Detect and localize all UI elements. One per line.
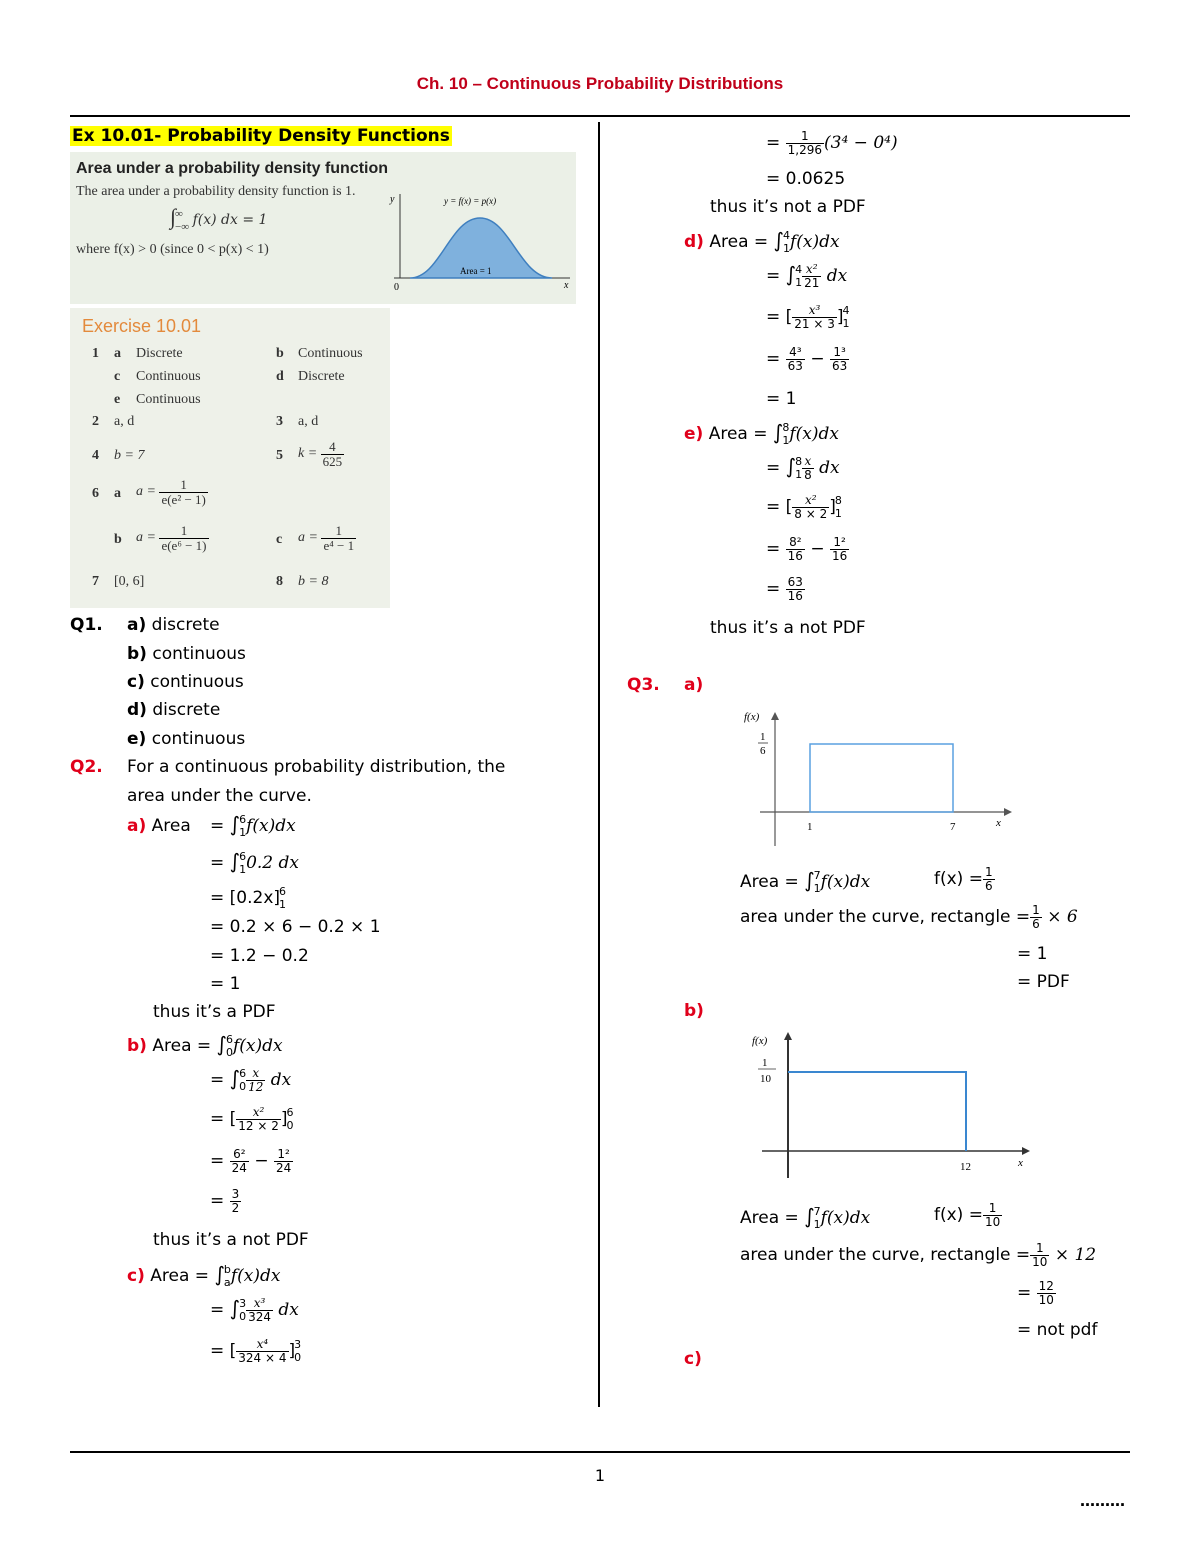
q2e-area: e) Area = ∫ 8 1 f(x)dx — [684, 420, 839, 447]
q3a-result1: = 1 — [1017, 944, 1048, 964]
x-axis-label: x — [564, 280, 569, 291]
textbook-where: where f(x) > 0 (since 0 < p(x) < 1) — [76, 242, 269, 257]
q3a-graph — [740, 706, 1020, 852]
answers-box — [70, 308, 390, 608]
x-tick: 7 — [950, 821, 956, 833]
ans-value: b = 8 — [298, 574, 329, 589]
q2a-step2: = ∫ 6 1 0.2 dx — [210, 849, 299, 876]
textbook-box — [70, 152, 576, 304]
x-axis-label: x — [996, 817, 1001, 829]
q3b-rect: area under the curve, rectangle = $\frac{1}{10}$ × 12 — [740, 1241, 1097, 1269]
answers-title: Exercise 10.01 — [82, 316, 202, 336]
ans-letter: e — [114, 392, 121, 407]
ans-letter: a — [114, 346, 121, 361]
q2e-step1: = ∫ 8 1 $\frac{x}{8}$ dx — [766, 453, 840, 482]
textbook-formula: ∫ ∞ −∞ f(x) dx = 1 — [170, 204, 268, 233]
bell-curve-graph — [380, 188, 576, 300]
q3a-letter: a) — [684, 675, 704, 695]
ans-value: a = $\frac{1}{\text{e(e² − 1)}}$ — [136, 477, 206, 507]
ans-letter: b — [276, 346, 284, 361]
x-axis-label: x — [1018, 1157, 1023, 1169]
q2a-step3: = [0.2x] 6 1 — [210, 885, 287, 912]
ans-value: Continuous — [298, 346, 363, 361]
x-tick: 1 — [807, 821, 813, 833]
q3b-letter: b) — [684, 1001, 704, 1021]
footer-rule — [70, 1451, 1130, 1453]
ans-value: Discrete — [298, 369, 345, 384]
q3b-graph — [748, 1030, 1038, 1178]
q2b-step2: = [ $\frac{\text{x²}}{12 \times 2}$ ] 6 0 — [210, 1105, 294, 1133]
q2c-area: c) Area = ∫ b a f(x)dx — [127, 1262, 281, 1289]
ans-value: Continuous — [136, 392, 201, 407]
q2d-step2: = [ $\frac{\text{x³}}{21 \times 3}$ ] 4 1 — [766, 303, 850, 331]
page-title: Ch. 10 – Continuous Probability Distributions — [416, 74, 784, 93]
q2e-step4: = $\frac{63}{16}$ — [766, 575, 803, 603]
q1-item: a) discrete — [127, 615, 220, 635]
q2d-step3: = $\frac{\text{4³}}{63}$ − $\frac{\text{1³}}{63}$ — [766, 345, 848, 373]
ans-num: 3 — [276, 414, 283, 429]
q2a-step4: = 0.2 × 6 − 0.2 × 1 — [210, 917, 381, 937]
q3c-letter: c) — [684, 1349, 702, 1369]
q3b-area: Area = ∫ 7 1 f(x)dx — [740, 1204, 871, 1231]
q3b-result2: = not pdf — [1017, 1320, 1098, 1340]
ans-num: 7 — [92, 574, 99, 589]
q2c-step3: = $\frac{1}{1,296}$ (3⁴ − 0⁴) — [766, 129, 898, 157]
q2-label: Q2. — [70, 757, 103, 777]
ans-num: 8 — [276, 574, 283, 589]
ans-value: a = $\frac{1}{\text{e(e⁶ − 1)}}$ — [136, 523, 207, 553]
textbook-line: The area under a probability density function is 1. — [76, 184, 356, 199]
q2b-step3: = $\frac{\text{6²}}{24}$ − $\frac{\text{1²}}{24}$ — [210, 1147, 292, 1175]
q2b-step4: = $\frac{3}{2}$ — [210, 1187, 240, 1215]
q2b-conclusion: thus it’s a not PDF — [153, 1230, 309, 1250]
ans-letter: b — [114, 532, 122, 547]
header-rule — [70, 115, 1130, 117]
q2e-step3: = $\frac{\text{8²}}{16}$ − $\frac{\text{1²}}{16}$ — [766, 535, 848, 563]
ans-value: k = $\frac{4}{625}$ — [298, 439, 343, 469]
q2d-value: = 1 — [766, 389, 797, 409]
q2b-area: b) Area = ∫ 6 0 f(x)dx — [127, 1032, 283, 1059]
y-tick-den: 6 — [760, 745, 766, 757]
q2a-area: a) Area — [127, 816, 191, 836]
ans-value: Continuous — [136, 369, 201, 384]
area-label: Area = 1 — [460, 266, 492, 276]
y-axis-label: y — [390, 194, 395, 205]
q3b-fx: f(x) = $\frac{1}{10}$ — [934, 1201, 1001, 1229]
q3b-result1: = $\frac{12}{10}$ — [1017, 1279, 1054, 1307]
y-tick-den: 10 — [760, 1073, 771, 1085]
q3a-area: Area = ∫ 7 1 f(x)dx — [740, 868, 871, 895]
ans-num: 6 — [92, 486, 99, 501]
q2c-step2: = [ $\frac{\text{x⁴}}{324 \times 4}$ ] 3 0 — [210, 1337, 302, 1365]
ans-value: Discrete — [136, 346, 183, 361]
ans-value: b = 7 — [114, 448, 145, 463]
q2c-value: = 0.0625 — [766, 169, 846, 189]
ans-num: 2 — [92, 414, 99, 429]
q2-intro: area under the curve. — [127, 786, 312, 806]
curve-label: y = f(x) = p(x) — [444, 196, 497, 206]
q2-intro: For a continuous probability distribution, the — [127, 757, 506, 777]
textbook-title: Area under a probability density function — [76, 160, 389, 177]
q2a-step1: = ∫ 6 1 f(x)dx — [210, 812, 296, 839]
origin-label: 0 — [394, 282, 399, 293]
y-tick-num: 1 — [760, 731, 766, 743]
q2b-step1: = ∫ 6 0 $\frac{x}{12}$ dx — [210, 1065, 292, 1094]
q1-item: c) continuous — [127, 672, 244, 692]
q2e-conclusion: thus it’s a not PDF — [710, 618, 866, 638]
q2a-step6: = 1 — [210, 974, 241, 994]
q2d-area: d) Area = ∫ 4 1 f(x)dx — [684, 228, 840, 255]
ans-letter: a — [114, 486, 121, 501]
q1-item: b) continuous — [127, 644, 246, 664]
y-axis-label: f(x) — [752, 1035, 768, 1047]
q1-item: d) discrete — [127, 700, 221, 720]
q3a-rect: area under the curve, rectangle = $\frac{1}{6}$ × 6 — [740, 903, 1078, 931]
page-number: 1 — [594, 1466, 606, 1485]
q2c-conclusion: thus it’s not a PDF — [710, 197, 866, 217]
ans-num: 5 — [276, 448, 283, 463]
q1-item: e) continuous — [127, 729, 246, 749]
section-heading: Ex 10.01- Probability Density Functions — [72, 126, 450, 146]
y-tick-num: 1 — [762, 1057, 768, 1069]
ans-letter: c — [114, 369, 121, 384]
q3a-result2: = PDF — [1017, 972, 1070, 992]
footer-dots: ……… — [1080, 1492, 1125, 1510]
q1-label: Q1. — [70, 615, 103, 635]
ans-value: a, d — [114, 414, 135, 429]
q2d-step1: = ∫ 4 1 $\frac{\text{x²}}{21}$ dx — [766, 261, 848, 290]
ans-num: 4 — [92, 448, 99, 463]
ans-letter: c — [276, 532, 283, 547]
q3-label: Q3. — [627, 675, 660, 695]
column-divider — [598, 122, 600, 1407]
x-tick: 12 — [960, 1161, 971, 1173]
q2e-step2: = [ $\frac{\text{x²}}{8 \times 2}$ ] 8 1 — [766, 493, 842, 521]
ans-value: [0, 6] — [114, 574, 145, 589]
q2c-step1: = ∫ 3 0 $\frac{\text{x³}}{324}$ dx — [210, 1295, 299, 1324]
ans-letter: d — [276, 369, 284, 384]
ans-value: a, d — [298, 414, 319, 429]
ans-value: a = $\frac{1}{\text{e⁴ − 1}}$ — [298, 523, 355, 553]
q3a-fx: f(x) = $\frac{1}{6}$ — [934, 865, 993, 893]
ans-num-1: 1 — [92, 346, 99, 361]
q2a-step5: = 1.2 − 0.2 — [210, 946, 309, 966]
q2a-conclusion: thus it’s a PDF — [153, 1002, 276, 1022]
y-axis-label: f(x) — [744, 711, 760, 723]
